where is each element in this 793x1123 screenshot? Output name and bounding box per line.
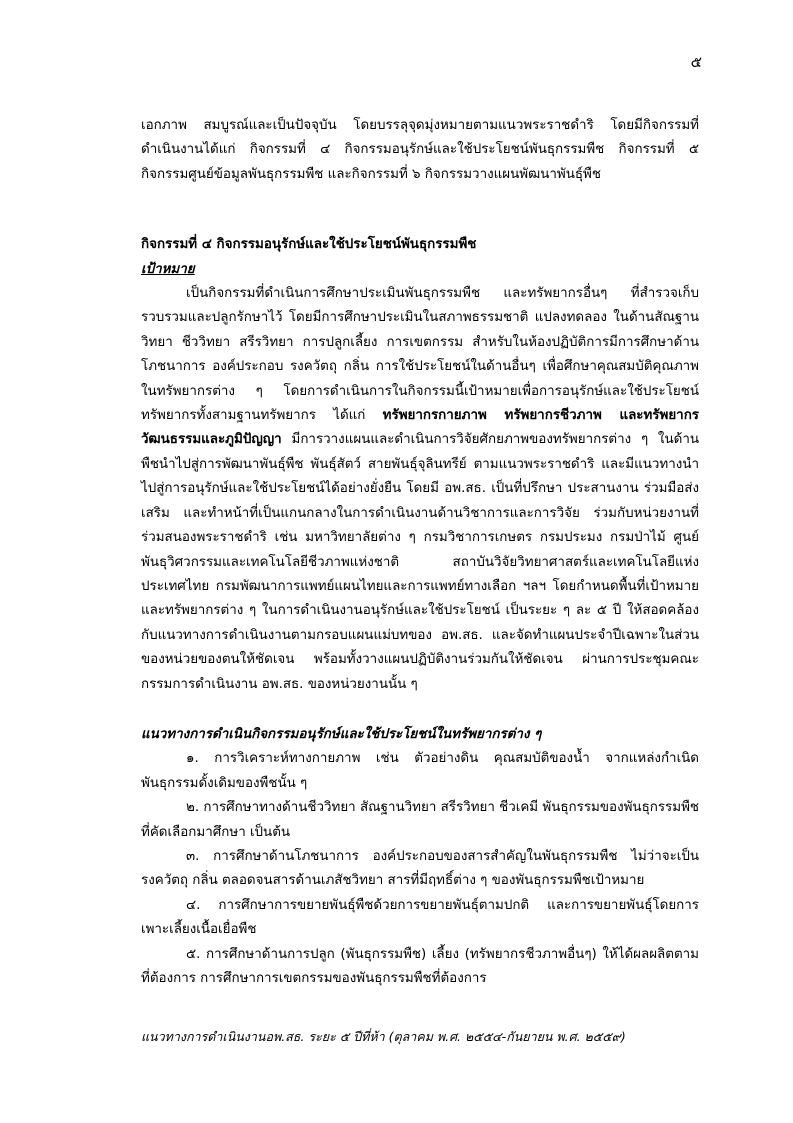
target-paragraph bbox=[141, 282, 699, 697]
target-paragraph-part2: มีการวางแผนและดำเนินการวิจัยศักยภาพของทรัพยากรต่าง ๆ ในด้านพืชนำไปสู่การพัฒนาพันธุ์พืช พันธุ์สัตว์ สายพันธุ์จุลินทรีย์ ตามแนวพระราชดำริ และมีแนวทางนำไปสู่การอนุรักษ์และใช้ประโยชน์ได้อย่างยั่งยืน โดยมี อพ.สธ. เป็นที่ปรึกษา ประสานงาน ร่วมมือส่งเสริม และทำหน้าที่เป็นแกนกลางในการดำเนินงานด้านวิชาการและการวิจัย ร่วมกับหน่วยงานที่ร่วมสนองพระราชดำริ เช่น มหาวิทยาลัยต่าง ๆ กรมวิชาการเกษตร กรมประมง กรมป่าไม้ ศูนย์พันธุวิศวกรรมและเทคโนโลยีชีวภาพแห่งชาติ สถาบันวิจัยวิทยาศาสตร์และเทคโนโลยีแห่งประเทศไทย กรมพัฒนาการแพทย์แผนไทยและการแพทย์ทางเลือก ฯลฯ โดยกำหนดพื้นที่เป้าหมายและทรัพยากรต่าง ๆ ในการดำเนินงานอนุรักษ์และใช้ประโยชน์ เป็นระยะ ๆ ละ ๕ ปี ให้สอดคล้องกับแนวทางการดำเนินงานตามกรอบแผนแม่บทของ อพ.สธ. และจัดทำแผนประจำปีเฉพาะในส่วนของหน่วยของตนให้ชัดเจน พร้อมทั้งวางแผนปฏิบัติงานร่วมกันให้ชัดเจน ผ่านการประชุมคณะกรรมการดำเนินงาน อพ.สธ. ของหน่วยงานนั้น ๆ bbox=[141, 432, 699, 692]
guideline-item-4: ๔. การศึกษาการขยายพันธุ์พืชด้วยการขยายพันธุ์ตามปกติ และการขยายพันธุ์โดยการเพาะเลี้ยงเนื้อเยื่อพืช bbox=[141, 897, 699, 938]
guideline-heading: แนวทางการดำเนินกิจกรรมอนุรักษ์และใช้ประโยชน์ในทรัพยากรต่าง ๆ bbox=[141, 726, 542, 742]
intro-paragraph: เอกภาพ สมบูรณ์และเป็นปัจจุบัน โดยบรรลุจุดมุ่งหมายตามแนวพระราชดำริ โดยมีกิจกรรมที่ดำเนินงานได้แก่ กิจกรรมที่ ๔ กิจกรรมอนุรักษ์และใช้ประโยชน์พันธุกรรมพืช กิจกรรมที่ ๕ กิจกรรมศูนย์ข้อมูลพันธุกรรมพืช และกิจกรรมที่ ๖ กิจกรรมวางแผนพัฒนาพันธุ์พืช bbox=[141, 118, 699, 182]
guideline-item-3: ๓. การศึกษาด้านโภชนาการ องค์ประกอบของสารสำคัญในพันธุกรรมพืช ไม่ว่าจะเป็นรงควัตถุ กลิ่น ตลอดจนสารด้านเภสัชวิทยา สารที่มีฤทธิ์ต่าง ๆ ของพันธุกรรมพืชเป้าหมาย bbox=[141, 848, 699, 889]
guideline-item-1: ๑. การวิเคราะห์ทางกายภาพ เช่น ตัวอย่างดิน คุณสมบัติของน้ำ จากแหล่งกำเนิดพันธุกรรมดั้งเดิมของพืชนั้น ๆ bbox=[141, 751, 699, 791]
guideline-item-2: ๒. การศึกษาทางด้านชีววิทยา สัณฐานวิทยา สรีรวิทยา ชีวเคมี พันธุกรรมของพันธุกรรมพืชที่คัดเลือกมาศึกษา เป็นต้น bbox=[141, 800, 699, 840]
target-heading: เป้าหมาย bbox=[141, 261, 195, 277]
page-footer: แนวทางการดำเนินงานอพ.สธ. ระยะ ๕ ปีที่ห้า (ตุลาคม พ.ศ. ๒๕๕๔-กันยายน พ.ศ. ๒๕๕๙) bbox=[141, 1029, 626, 1044]
guideline-item-5: ๕. การศึกษาด้านการปลูก (พันธุกรรมพืช) เลี้ยง (ทรัพยากรชีวภาพอื่นๆ) ให้ได้ผลผลิตตามที่ต้องการ การศึกษาการเขตกรรมของพันธุกรรมพืชที่ต้องการ bbox=[141, 946, 699, 986]
page-number: ๕ bbox=[690, 53, 702, 71]
activity-heading: กิจกรรมที่ ๔ กิจกรรมอนุรักษ์และใช้ประโยชน์พันธุกรรมพืช bbox=[141, 237, 477, 253]
document-body bbox=[141, 114, 699, 991]
target-paragraph-part1: เป็นกิจกรรมที่ดำเนินการศึกษาประเมินพันธุกรรมพืช และทรัพยากรอื่นๆ ที่สำรวจเก็บรวบรวมและปลูกรักษาไว้ โดยมีการศึกษาประเมินในสภาพธรรมชาติ แปลงทดลอง ในด้านสัณฐานวิทยา ชีววิทยา สรีรวิทยา การปลูกเลี้ยง การเขตกรรม สำหรับในห้องปฏิบัติการมีการศึกษาด้านโภชนาการ องค์ประกอบ รงควัตถุ กลิ่น การใช้ประโยชน์ในด้านอื่นๆ เพื่อศึกษาคุณสมบัติคุณภาพ ในทรัพยากรต่าง ๆ โดยการดำเนินการในกิจกรรมนี้เป้าหมายเพื่อการอนุรักษ์และใช้ประโยชน์ทรัพยากรทั้งสามฐานทรัพยากร ได้แก่ bbox=[141, 286, 699, 424]
target-paragraph-bold: ทรัพยากรกายภาพ ทรัพยากรชีวภาพ และทรัพยากรวัฒนธรรมและภูมิปัญญา bbox=[141, 408, 699, 448]
